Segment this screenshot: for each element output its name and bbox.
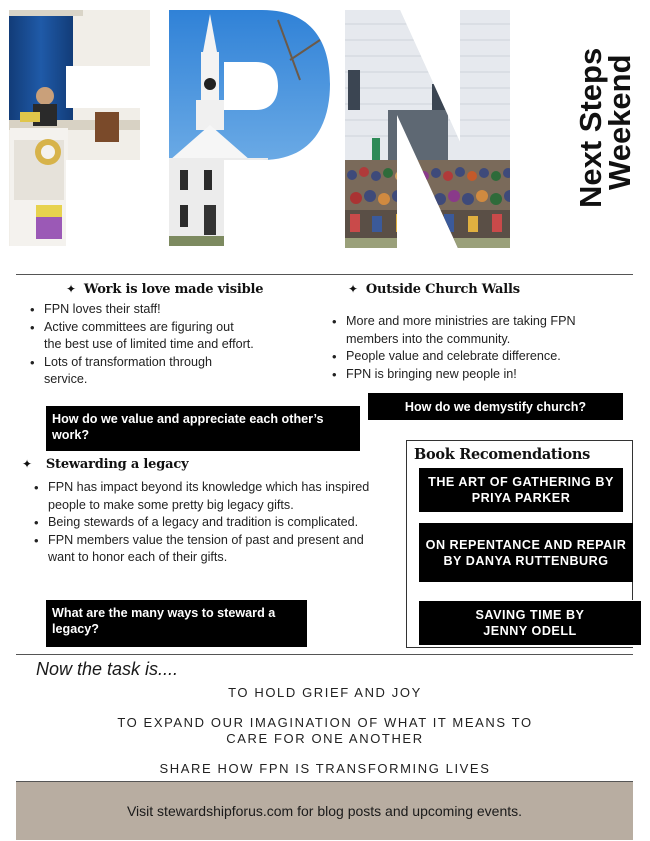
- footer-banner: [16, 782, 633, 840]
- letter-n-congregation-photo: [340, 0, 520, 255]
- task-line-expand-imagination: TO EXPAND OUR IMAGINATION OF WHAT IT MEANS TO: [117, 715, 533, 730]
- side-title-line-1: Next Steps: [573, 47, 608, 208]
- heading-outside-church-walls: [348, 282, 520, 297]
- fpn-logo-letters: [0, 0, 520, 255]
- letter-f-sanctuary-photo: [0, 0, 160, 255]
- book-item-on-repentance: ON REPENTANCE AND REPAIR BY DANYA RUTTENBURG: [419, 523, 633, 582]
- heading-work-is-love: [66, 282, 263, 297]
- top-divider: [16, 274, 633, 275]
- book-recommendations-title: Book Recomendations: [414, 446, 590, 463]
- book-item-saving-time: SAVING TIME BY JENNY ODELL: [419, 601, 641, 645]
- middle-divider: [16, 654, 633, 655]
- list-stewarding-legacy: [32, 479, 392, 567]
- list-item: • FPN members value the tension of past and present and want to honor each of their gifts.: [32, 532, 392, 567]
- list-item: • Being stewards of a legacy and tradition is complicated.: [32, 514, 392, 532]
- heading-outside-church-walls-text: Outside Church Walls: [365, 282, 520, 297]
- task-line-care: CARE FOR ONE ANOTHER: [226, 731, 424, 746]
- list-item: • FPN is bringing new people in!: [330, 366, 626, 384]
- question-steward-legacy: What are the many ways to steward a legacy?: [46, 600, 307, 647]
- side-title-line-2: Weekend: [602, 54, 637, 190]
- list-item: • People value and celebrate difference.: [330, 348, 626, 366]
- question-demystify-church: How do we demystify church?: [368, 393, 623, 420]
- heading-work-is-love-text: Work is love made visible: [83, 282, 264, 297]
- list-item: • FPN loves their staff!: [28, 301, 254, 319]
- list-item: • More and more ministries are taking FPN members into the community.: [330, 313, 626, 348]
- task-line-share: SHARE HOW FPN IS TRANSFORMING LIVES: [159, 761, 491, 776]
- book-item-art-of-gathering: THE ART OF GATHERING BY PRIYA PARKER: [419, 468, 623, 512]
- task-title: Now the task is....: [36, 659, 179, 679]
- list-item: • Lots of transformation through service.: [28, 354, 254, 389]
- question-value-appreciate: How do we value and appreciate each other’s work?: [46, 406, 360, 451]
- four-point-star-icon: ✦: [66, 282, 76, 296]
- list-item: • FPN has impact beyond its knowledge which has inspired people to make some pretty big legacy gifts.: [32, 479, 392, 514]
- list-outside-church-walls: [330, 313, 626, 383]
- heading-stewarding-legacy: [22, 457, 188, 472]
- footer-text: Visit stewardshipforus.com for blog posts and upcoming events.: [126, 803, 523, 819]
- task-line-grief-joy: TO HOLD GRIEF AND JOY: [228, 685, 422, 700]
- list-work-is-love: [28, 301, 254, 389]
- side-title-next-steps-weekend: [556, 47, 637, 218]
- letter-p-steeple-photo: [160, 0, 340, 255]
- four-point-star-icon: ✦: [22, 457, 32, 471]
- heading-stewarding-legacy-text: Stewarding a legacy: [45, 457, 189, 472]
- four-point-star-icon: ✦: [348, 282, 358, 296]
- list-item: • Active committees are figuring out the best use of limited time and effort.: [28, 319, 254, 354]
